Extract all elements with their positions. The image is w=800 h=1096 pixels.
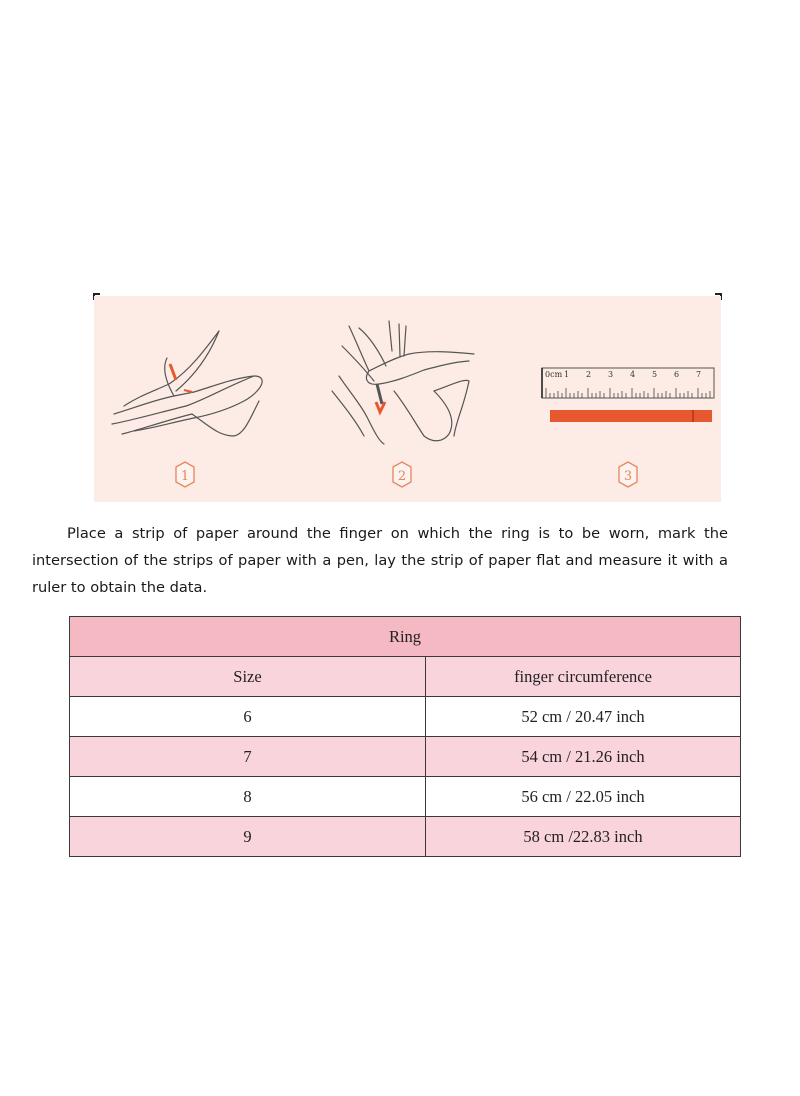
ruler-tick-label: 1 (564, 370, 570, 379)
ruler-tick-label: 6 (674, 370, 680, 379)
step-3-label: 3 (623, 469, 633, 484)
table-row (70, 777, 741, 817)
measurement-illustration (94, 296, 721, 502)
step-2-label: 2 (397, 469, 407, 484)
size-cell: 9 (70, 817, 426, 857)
table-title-row (70, 617, 741, 657)
table-title: Ring (70, 617, 741, 657)
ruler-unit-label: 0cm (545, 370, 563, 379)
table-row (70, 737, 741, 777)
size-cell: 6 (70, 697, 426, 737)
paper-strip-icon (550, 410, 712, 422)
circumference-cell: 54 cm / 21.26 inch (426, 737, 741, 777)
ring-size-table (69, 616, 741, 857)
circumference-cell: 58 cm /22.83 inch (426, 817, 741, 857)
ruler-icon (542, 368, 714, 398)
ruler-tick-label: 7 (696, 370, 702, 379)
column-header-circumference: finger circumference (426, 657, 741, 697)
measurement-instructions: Place a strip of paper around the finger on which the ring is to be worn, mark the intersection of the strips of paper with a pen, lay the strip of paper flat and measure it with a ruler to obtain the data. (32, 525, 728, 596)
step-1-badge-icon (176, 462, 194, 487)
step-3-badge-icon (619, 462, 637, 487)
step-1-label: 1 (180, 469, 190, 484)
ruler-tick-label: 3 (608, 370, 614, 379)
circumference-cell: 52 cm / 20.47 inch (426, 697, 741, 737)
table-row (70, 817, 741, 857)
size-cell: 7 (70, 737, 426, 777)
column-header-size: Size (70, 657, 426, 697)
table-row (70, 697, 741, 737)
circumference-cell: 56 cm / 22.05 inch (426, 777, 741, 817)
paper-strip-mark-icon (170, 364, 176, 380)
ruler-tick-label: 4 (630, 370, 636, 379)
step-2-badge-icon (393, 462, 411, 487)
table-header-row (70, 657, 741, 697)
ruler-tick-label: 5 (652, 370, 658, 379)
size-cell: 8 (70, 777, 426, 817)
ruler-tick-label: 2 (586, 370, 592, 379)
hand-with-strip-icon (112, 331, 262, 436)
hands-marking-icon (332, 321, 474, 444)
